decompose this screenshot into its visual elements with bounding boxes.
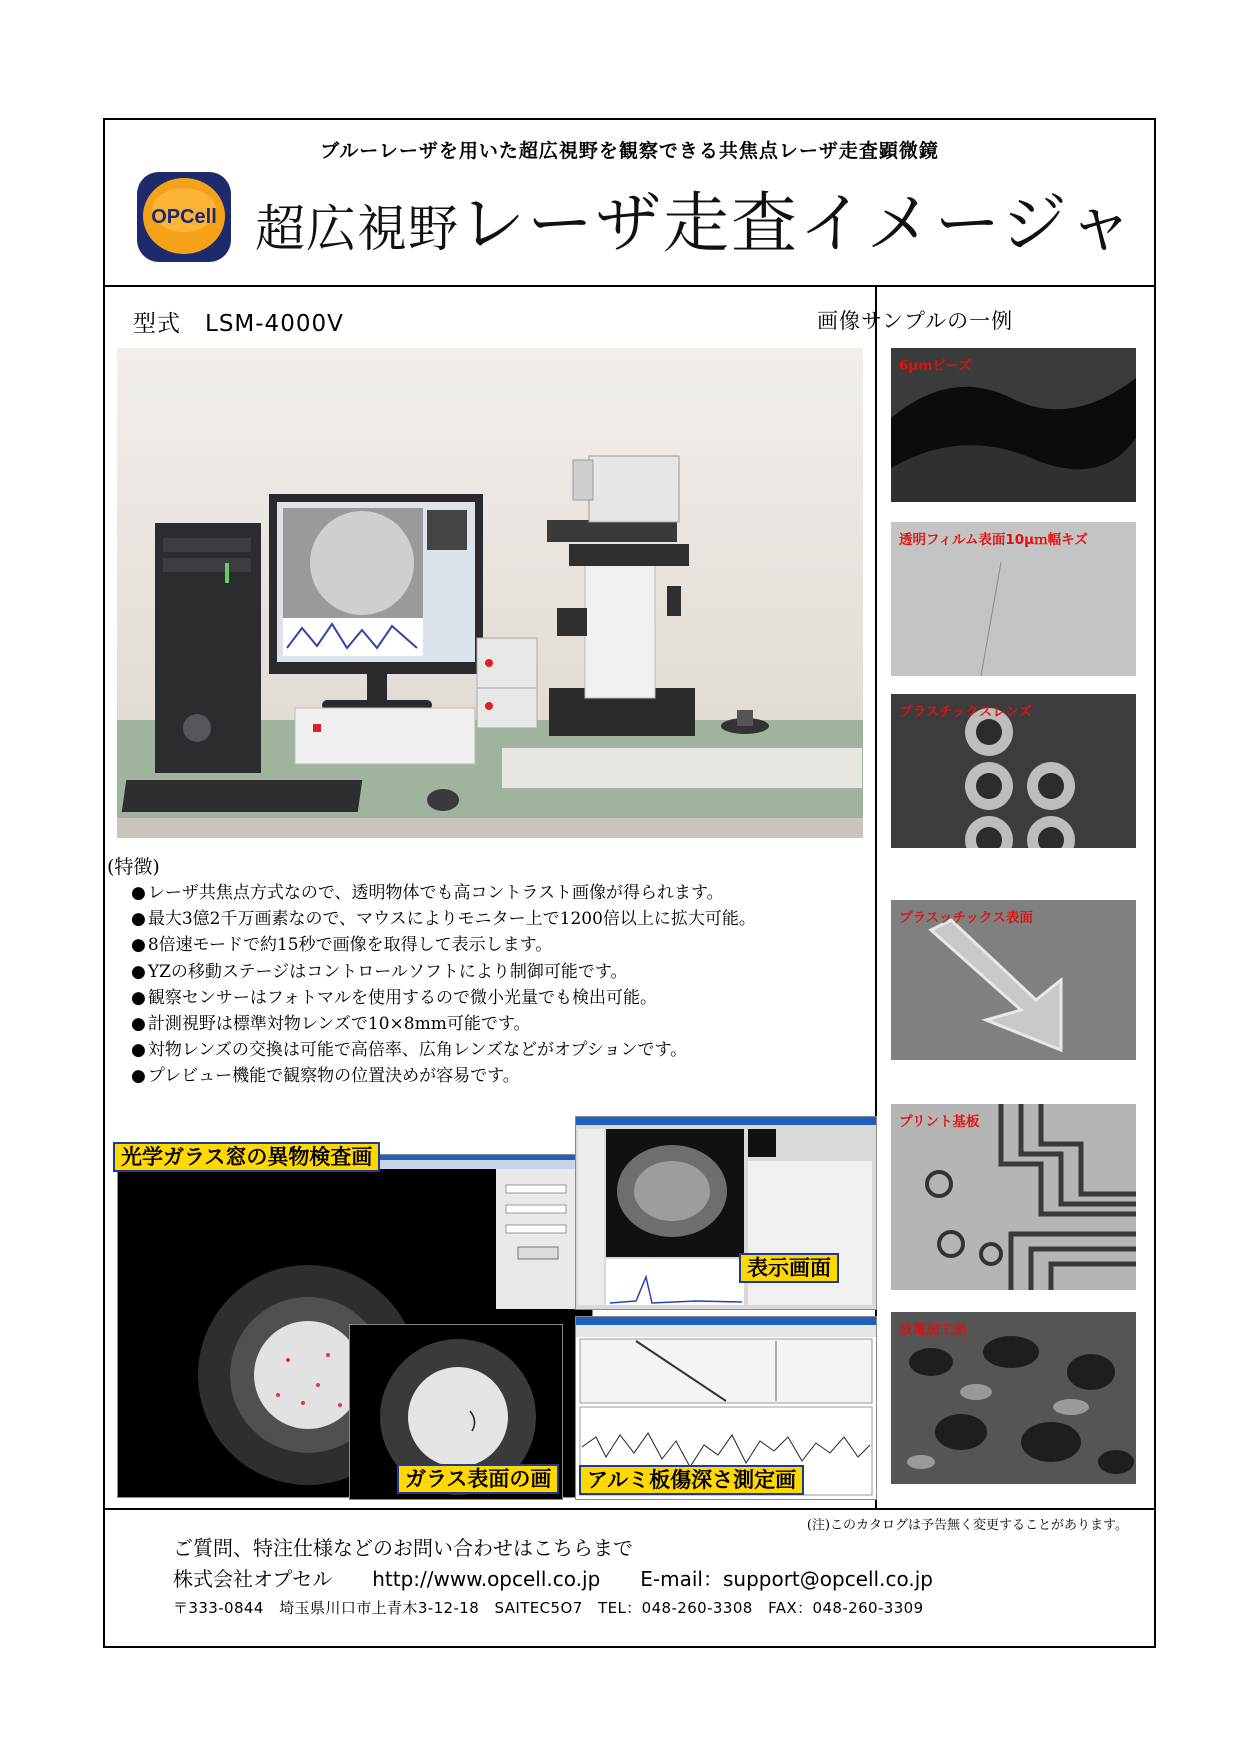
- title-part-2: レーザ走査イメージャ: [459, 185, 1136, 262]
- sample-label: プラスッチックス表面: [899, 910, 1033, 926]
- samples-heading: 画像サンプルの一例: [817, 309, 1014, 333]
- catalog-subtitle: ブルーレーザを用いた超広視野を観察できる共焦点レーザ走査顕微鏡: [320, 140, 939, 162]
- sample-label: 放電加工面: [899, 1322, 967, 1338]
- glass-surface-label: ガラス表面の画: [397, 1464, 559, 1494]
- feature-item: ● 8倍速モードで約15秒で画像を取得して表示します。: [131, 932, 756, 958]
- disclaimer-note: (注)このカタログは予告無く変更することがあります。: [806, 1518, 1128, 1533]
- company-url[interactable]: http://www.opcell.co.jp: [372, 1567, 601, 1591]
- aluminum-label: アルミ板傷深さ測定画: [579, 1465, 804, 1495]
- display-label: 表示画面: [739, 1253, 839, 1283]
- company-address: 〒333-0844 埼玉県川口市上青木3-12-18 SAITEC5O7 TEL：048-260-3308 FAX：048-260-3309: [173, 1599, 924, 1617]
- page-title: [255, 170, 1136, 265]
- company-email[interactable]: E-mail：support@opcell.co.jp: [640, 1567, 933, 1591]
- catalog-frame: [103, 118, 1156, 1648]
- sample-label: プリント基板: [899, 1114, 980, 1130]
- header-divider: [105, 285, 1154, 287]
- feature-item: ● 対物レンズの交換は可能で高倍率、広角レンズなどがオプションです。: [131, 1037, 756, 1063]
- feature-item: ● レーザ共焦点方式なので、透明物体でも高コントラスト画像が得られます。: [131, 880, 756, 906]
- footer-divider: [105, 1508, 1154, 1510]
- title-part-1: 超広視野: [255, 200, 459, 258]
- feature-item: ● 最大3億2千万画素なので、マウスによりモニター上で1200倍以上に拡大可能。: [131, 906, 756, 932]
- sample-plastic-surface: [891, 900, 1136, 1060]
- model-number: 型式 LSM-4000V: [133, 311, 344, 337]
- sample-label: 透明フィルム表面10μｍ幅キズ: [899, 532, 1088, 548]
- sample-label: プラスチックスレンズ: [899, 704, 1033, 720]
- features-list: [131, 880, 756, 1090]
- feature-item: ● プレビュー機能で観察物の位置決めが容易です。: [131, 1063, 756, 1089]
- feature-item: ● 観察センサーはフォトマルを使用するので微小光量でも検出可能。: [131, 985, 756, 1011]
- features-heading: (特徴): [107, 856, 160, 878]
- company-name: 株式会社オプセル: [173, 1567, 333, 1591]
- sample-plastic-lens: [891, 694, 1136, 848]
- opcell-logo: [135, 166, 233, 266]
- company-line: [173, 1563, 973, 1592]
- glass-window-label: 光学ガラス窓の異物検査画: [113, 1142, 380, 1172]
- sample-beads: [891, 348, 1136, 502]
- contact-text: ご質問、特注仕様などのお問い合わせはこちらまで: [173, 1536, 633, 1560]
- feature-item: ● 計測視野は標準対物レンズで10×8mm可能です。: [131, 1011, 756, 1037]
- sample-printed-circuit: [891, 1104, 1136, 1290]
- sample-label: 6μmビーズ: [899, 358, 972, 374]
- sample-edm-surface: [891, 1312, 1136, 1484]
- logo-text: OPCell: [151, 206, 217, 228]
- product-photo: [117, 348, 863, 838]
- feature-item: ● YZの移動ステージはコントロールソフトにより制御可能です。: [131, 959, 756, 985]
- sample-film-scratch: [891, 522, 1136, 676]
